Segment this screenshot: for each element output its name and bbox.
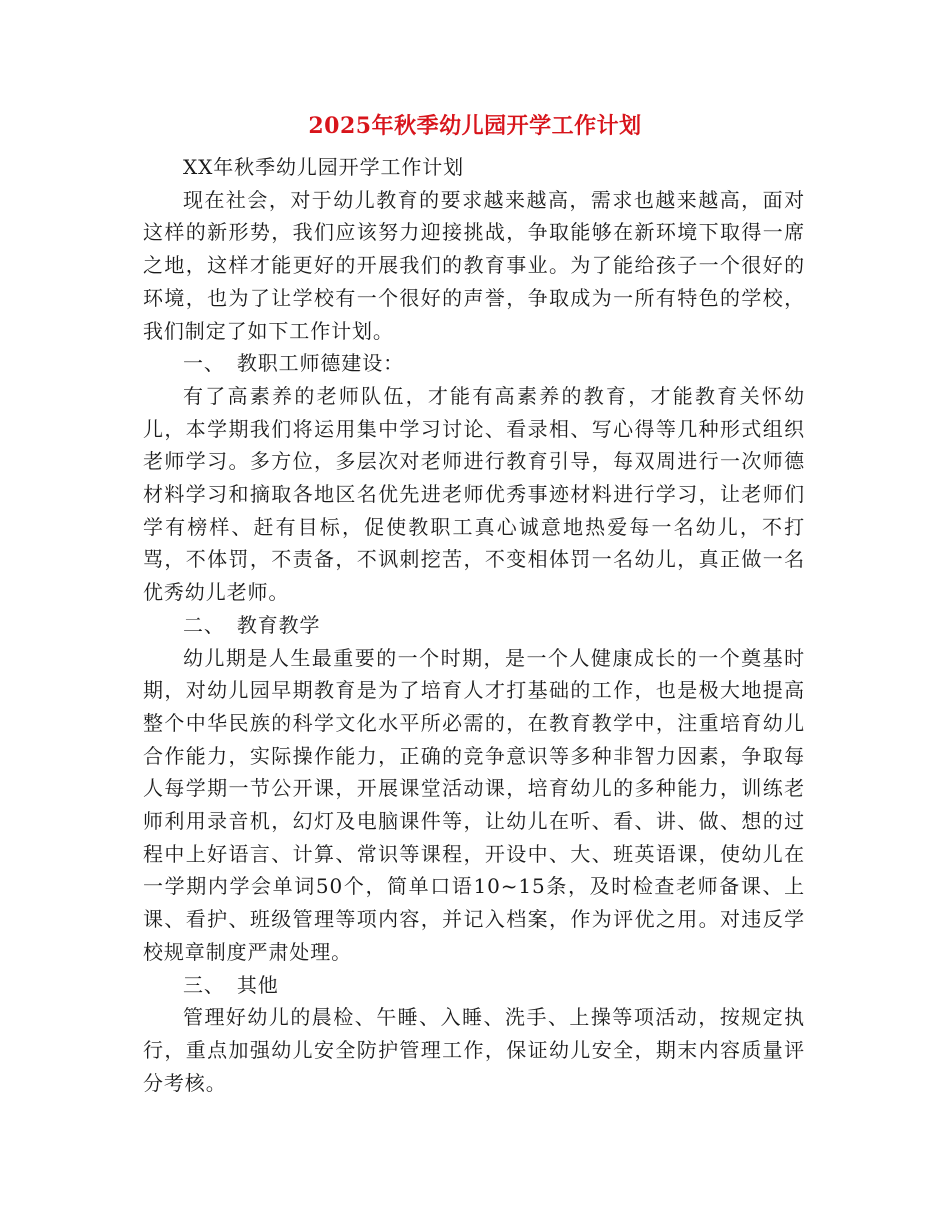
section-paragraph-3: 管理好幼儿的晨检、午睡、入睡、洗手、上操等项活动，按规定执行，重点加强幼儿安全防护管理工作，保证幼儿安全，期末内容质量评分考核。 — [143, 1005, 805, 1095]
section-number-3: 三、 — [183, 972, 225, 997]
document-title: 2025年秋季幼儿园开学工作计划 — [308, 113, 642, 139]
section-heading-1 — [143, 347, 805, 380]
section-heading-3 — [143, 969, 805, 1002]
document-body — [143, 151, 805, 1099]
section-number-1: 一、 — [183, 351, 225, 376]
section-number-2: 二、 — [183, 612, 225, 637]
section-paragraph-2: 幼儿期是人生最重要的一个时期，是一个人健康成长的一个奠基时期，对幼儿园早期教育是为了培育人才打基础的工作，也是极大地提高整个中华民族的科学文化水平所必需的，在教育教学中，注重培育幼儿合作能力，实际操作能力，正确的竞争意识等多种非智力因素，争取每人每学期一节公开课，开展课堂活动课，培育幼儿的多种能力，训练老师利用录音机，幻灯及电脑课件等，让幼儿在听、看、讲、做、想的过程中上好语言、计算、常识等课程，开设中、大、班英语课，使幼儿在一学期内学会单词50个，简单口语10~15条，及时检查老师备课、上课、看护、班级管理等项内容，并记入档案，作为评优之用。对违反学校规章制度严肃处理。 — [143, 645, 805, 964]
intro-paragraph: 现在社会，对于幼儿教育的要求越来越高，需求也越来越高，面对这样的新形势，我们应该努力迎接挑战，争取能够在新环境下取得一席之地，这样才能更好的开展我们的教育事业。为了能给孩子一个很好的环境，也为了让学校有一个很好的声誉，争取成为一所有特色的学校，我们制定了如下工作计划。 — [143, 187, 805, 343]
section-heading-2 — [143, 609, 805, 642]
section-title-1: 教职工师德建设： — [236, 351, 405, 376]
document-subtitle: XX年秋季幼儿园开学工作计划 — [183, 155, 465, 179]
section-title-3: 其他 — [236, 972, 279, 997]
section-title-2: 教育教学 — [236, 612, 321, 637]
section-paragraph-1: 有了高素养的老师队伍，才能有高素养的教育，才能教育关怀幼儿，本学期我们将运用集中学习讨论、看录相、写心得等几种形式组织老师学习。多方位，多层次对老师进行教育引导，每双周进行一次师德材料学习和摘取各地区名优先进老师优秀事迹材料进行学习，让老师们学有榜样、赶有目标，促使教职工真心诚意地热爱每一名幼儿，不打骂，不体罚，不责备，不讽刺挖苦，不变相体罚一名幼儿，真正做一名优秀幼儿老师。 — [143, 383, 805, 605]
